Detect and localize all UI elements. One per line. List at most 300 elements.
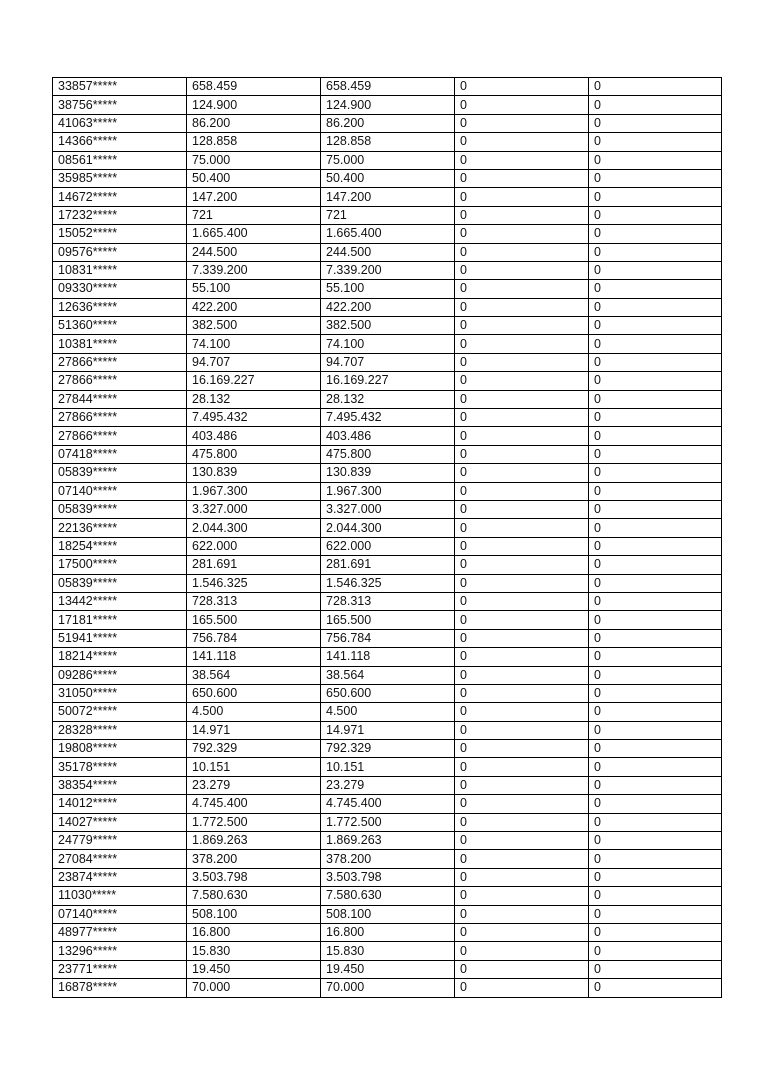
- zero-cell-a: 0: [455, 78, 589, 96]
- value-cell: 756.784: [187, 629, 321, 647]
- table-row: [53, 721, 722, 739]
- value-cell: 1.546.325: [187, 574, 321, 592]
- table-row: [53, 280, 722, 298]
- zero-cell-b: 0: [589, 519, 722, 537]
- zero-cell-a: 0: [455, 261, 589, 279]
- value-cell: 141.118: [187, 648, 321, 666]
- amount-cell: 382.500: [321, 317, 455, 335]
- zero-cell-a: 0: [455, 905, 589, 923]
- id-cell: 19808*****: [53, 740, 187, 758]
- zero-cell-a: 0: [455, 776, 589, 794]
- amount-cell: 19.450: [321, 960, 455, 978]
- zero-cell-a: 0: [455, 353, 589, 371]
- zero-cell-b: 0: [589, 133, 722, 151]
- zero-cell-b: 0: [589, 280, 722, 298]
- zero-cell-b: 0: [589, 78, 722, 96]
- value-cell: 10.151: [187, 758, 321, 776]
- zero-cell-a: 0: [455, 188, 589, 206]
- id-cell: 07418*****: [53, 445, 187, 463]
- id-cell: 10381*****: [53, 335, 187, 353]
- zero-cell-a: 0: [455, 611, 589, 629]
- amount-cell: 7.339.200: [321, 261, 455, 279]
- zero-cell-a: 0: [455, 813, 589, 831]
- table-row: [53, 776, 722, 794]
- amount-cell: 281.691: [321, 556, 455, 574]
- amount-cell: 756.784: [321, 629, 455, 647]
- zero-cell-a: 0: [455, 464, 589, 482]
- amount-cell: 792.329: [321, 740, 455, 758]
- amount-cell: 4.500: [321, 703, 455, 721]
- zero-cell-b: 0: [589, 372, 722, 390]
- zero-cell-a: 0: [455, 666, 589, 684]
- zero-cell-b: 0: [589, 629, 722, 647]
- id-cell: 13442*****: [53, 592, 187, 610]
- zero-cell-b: 0: [589, 445, 722, 463]
- amount-cell: 147.200: [321, 188, 455, 206]
- id-cell: 07140*****: [53, 482, 187, 500]
- table-row: [53, 813, 722, 831]
- amount-cell: 1.546.325: [321, 574, 455, 592]
- value-cell: 165.500: [187, 611, 321, 629]
- table-row: [53, 648, 722, 666]
- id-cell: 05839*****: [53, 464, 187, 482]
- value-cell: 147.200: [187, 188, 321, 206]
- value-cell: 3.503.798: [187, 868, 321, 886]
- value-cell: 792.329: [187, 740, 321, 758]
- table-row: [53, 206, 722, 224]
- id-cell: 09330*****: [53, 280, 187, 298]
- amount-cell: 3.503.798: [321, 868, 455, 886]
- zero-cell-b: 0: [589, 648, 722, 666]
- zero-cell-b: 0: [589, 868, 722, 886]
- zero-cell-a: 0: [455, 151, 589, 169]
- zero-cell-a: 0: [455, 703, 589, 721]
- id-cell: 27866*****: [53, 372, 187, 390]
- zero-cell-b: 0: [589, 261, 722, 279]
- data-table: [52, 77, 722, 998]
- table-row: [53, 96, 722, 114]
- table-row: [53, 758, 722, 776]
- table-row: [53, 114, 722, 132]
- table-row: [53, 482, 722, 500]
- amount-cell: 16.800: [321, 923, 455, 941]
- zero-cell-a: 0: [455, 942, 589, 960]
- table-row: [53, 666, 722, 684]
- zero-cell-b: 0: [589, 225, 722, 243]
- id-cell: 18254*****: [53, 537, 187, 555]
- value-cell: 382.500: [187, 317, 321, 335]
- id-cell: 35178*****: [53, 758, 187, 776]
- value-cell: 75.000: [187, 151, 321, 169]
- table-row: [53, 188, 722, 206]
- zero-cell-a: 0: [455, 372, 589, 390]
- id-cell: 12636*****: [53, 298, 187, 316]
- zero-cell-a: 0: [455, 390, 589, 408]
- value-cell: 281.691: [187, 556, 321, 574]
- id-cell: 23771*****: [53, 960, 187, 978]
- amount-cell: 74.100: [321, 335, 455, 353]
- table-row: [53, 592, 722, 610]
- zero-cell-b: 0: [589, 592, 722, 610]
- zero-cell-b: 0: [589, 390, 722, 408]
- zero-cell-b: 0: [589, 721, 722, 739]
- zero-cell-b: 0: [589, 832, 722, 850]
- table-row: [53, 133, 722, 151]
- amount-cell: 94.707: [321, 353, 455, 371]
- value-cell: 475.800: [187, 445, 321, 463]
- zero-cell-b: 0: [589, 353, 722, 371]
- zero-cell-a: 0: [455, 868, 589, 886]
- amount-cell: 130.839: [321, 464, 455, 482]
- value-cell: 7.495.432: [187, 409, 321, 427]
- zero-cell-b: 0: [589, 243, 722, 261]
- table-row: [53, 832, 722, 850]
- zero-cell-a: 0: [455, 684, 589, 702]
- id-cell: 38756*****: [53, 96, 187, 114]
- id-cell: 24779*****: [53, 832, 187, 850]
- amount-cell: 658.459: [321, 78, 455, 96]
- zero-cell-a: 0: [455, 795, 589, 813]
- zero-cell-a: 0: [455, 133, 589, 151]
- id-cell: 11030*****: [53, 887, 187, 905]
- zero-cell-a: 0: [455, 114, 589, 132]
- amount-cell: 475.800: [321, 445, 455, 463]
- table-row: [53, 979, 722, 997]
- amount-cell: 28.132: [321, 390, 455, 408]
- amount-cell: 75.000: [321, 151, 455, 169]
- zero-cell-a: 0: [455, 556, 589, 574]
- amount-cell: 3.327.000: [321, 500, 455, 518]
- zero-cell-b: 0: [589, 151, 722, 169]
- id-cell: 31050*****: [53, 684, 187, 702]
- value-cell: 1.772.500: [187, 813, 321, 831]
- table-row: [53, 243, 722, 261]
- value-cell: 4.500: [187, 703, 321, 721]
- amount-cell: 128.858: [321, 133, 455, 151]
- id-cell: 35985*****: [53, 169, 187, 187]
- id-cell: 38354*****: [53, 776, 187, 794]
- zero-cell-b: 0: [589, 923, 722, 941]
- value-cell: 128.858: [187, 133, 321, 151]
- zero-cell-a: 0: [455, 887, 589, 905]
- value-cell: 86.200: [187, 114, 321, 132]
- table-row: [53, 298, 722, 316]
- id-cell: 33857*****: [53, 78, 187, 96]
- id-cell: 05839*****: [53, 574, 187, 592]
- table-row: [53, 78, 722, 96]
- zero-cell-a: 0: [455, 445, 589, 463]
- table-row: [53, 850, 722, 868]
- value-cell: 422.200: [187, 298, 321, 316]
- amount-cell: 508.100: [321, 905, 455, 923]
- id-cell: 18214*****: [53, 648, 187, 666]
- id-cell: 50072*****: [53, 703, 187, 721]
- zero-cell-b: 0: [589, 776, 722, 794]
- amount-cell: 728.313: [321, 592, 455, 610]
- table-row: [53, 574, 722, 592]
- zero-cell-b: 0: [589, 96, 722, 114]
- value-cell: 50.400: [187, 169, 321, 187]
- amount-cell: 55.100: [321, 280, 455, 298]
- id-cell: 17181*****: [53, 611, 187, 629]
- zero-cell-a: 0: [455, 832, 589, 850]
- zero-cell-a: 0: [455, 740, 589, 758]
- value-cell: 130.839: [187, 464, 321, 482]
- zero-cell-b: 0: [589, 427, 722, 445]
- zero-cell-b: 0: [589, 813, 722, 831]
- amount-cell: 10.151: [321, 758, 455, 776]
- id-cell: 13296*****: [53, 942, 187, 960]
- zero-cell-b: 0: [589, 574, 722, 592]
- table-row: [53, 703, 722, 721]
- value-cell: 2.044.300: [187, 519, 321, 537]
- id-cell: 51360*****: [53, 317, 187, 335]
- value-cell: 3.327.000: [187, 500, 321, 518]
- table-body: [53, 78, 722, 998]
- value-cell: 23.279: [187, 776, 321, 794]
- value-cell: 403.486: [187, 427, 321, 445]
- value-cell: 4.745.400: [187, 795, 321, 813]
- zero-cell-b: 0: [589, 611, 722, 629]
- table-row: [53, 556, 722, 574]
- zero-cell-b: 0: [589, 740, 722, 758]
- value-cell: 55.100: [187, 280, 321, 298]
- table-row: [53, 868, 722, 886]
- id-cell: 10831*****: [53, 261, 187, 279]
- id-cell: 14366*****: [53, 133, 187, 151]
- table-row: [53, 390, 722, 408]
- amount-cell: 378.200: [321, 850, 455, 868]
- zero-cell-b: 0: [589, 758, 722, 776]
- zero-cell-b: 0: [589, 887, 722, 905]
- zero-cell-a: 0: [455, 592, 589, 610]
- value-cell: 7.580.630: [187, 887, 321, 905]
- id-cell: 22136*****: [53, 519, 187, 537]
- id-cell: 48977*****: [53, 923, 187, 941]
- amount-cell: 70.000: [321, 979, 455, 997]
- table-row: [53, 353, 722, 371]
- id-cell: 28328*****: [53, 721, 187, 739]
- value-cell: 16.169.227: [187, 372, 321, 390]
- zero-cell-b: 0: [589, 317, 722, 335]
- amount-cell: 141.118: [321, 648, 455, 666]
- amount-cell: 50.400: [321, 169, 455, 187]
- id-cell: 27866*****: [53, 353, 187, 371]
- zero-cell-a: 0: [455, 169, 589, 187]
- value-cell: 15.830: [187, 942, 321, 960]
- table-row: [53, 537, 722, 555]
- zero-cell-a: 0: [455, 850, 589, 868]
- amount-cell: 244.500: [321, 243, 455, 261]
- zero-cell-b: 0: [589, 188, 722, 206]
- table-row: [53, 464, 722, 482]
- id-cell: 51941*****: [53, 629, 187, 647]
- zero-cell-a: 0: [455, 96, 589, 114]
- value-cell: 19.450: [187, 960, 321, 978]
- amount-cell: 650.600: [321, 684, 455, 702]
- table-row: [53, 409, 722, 427]
- value-cell: 38.564: [187, 666, 321, 684]
- zero-cell-a: 0: [455, 298, 589, 316]
- zero-cell-a: 0: [455, 280, 589, 298]
- amount-cell: 622.000: [321, 537, 455, 555]
- value-cell: 124.900: [187, 96, 321, 114]
- id-cell: 08561*****: [53, 151, 187, 169]
- zero-cell-a: 0: [455, 409, 589, 427]
- zero-cell-b: 0: [589, 556, 722, 574]
- amount-cell: 1.772.500: [321, 813, 455, 831]
- zero-cell-b: 0: [589, 537, 722, 555]
- value-cell: 650.600: [187, 684, 321, 702]
- zero-cell-a: 0: [455, 648, 589, 666]
- amount-cell: 721: [321, 206, 455, 224]
- zero-cell-a: 0: [455, 721, 589, 739]
- zero-cell-a: 0: [455, 335, 589, 353]
- id-cell: 09576*****: [53, 243, 187, 261]
- table-row: [53, 151, 722, 169]
- zero-cell-a: 0: [455, 500, 589, 518]
- table-row: [53, 611, 722, 629]
- id-cell: 27844*****: [53, 390, 187, 408]
- id-cell: 15052*****: [53, 225, 187, 243]
- amount-cell: 124.900: [321, 96, 455, 114]
- zero-cell-b: 0: [589, 298, 722, 316]
- value-cell: 378.200: [187, 850, 321, 868]
- value-cell: 94.707: [187, 353, 321, 371]
- table-row: [53, 225, 722, 243]
- amount-cell: 4.745.400: [321, 795, 455, 813]
- zero-cell-b: 0: [589, 905, 722, 923]
- table-row: [53, 942, 722, 960]
- zero-cell-a: 0: [455, 960, 589, 978]
- table-row: [53, 684, 722, 702]
- zero-cell-b: 0: [589, 795, 722, 813]
- table-row: [53, 261, 722, 279]
- value-cell: 14.971: [187, 721, 321, 739]
- table-row: [53, 427, 722, 445]
- zero-cell-b: 0: [589, 114, 722, 132]
- zero-cell-b: 0: [589, 335, 722, 353]
- value-cell: 508.100: [187, 905, 321, 923]
- table-row: [53, 335, 722, 353]
- amount-cell: 7.495.432: [321, 409, 455, 427]
- value-cell: 244.500: [187, 243, 321, 261]
- id-cell: 17232*****: [53, 206, 187, 224]
- amount-cell: 422.200: [321, 298, 455, 316]
- zero-cell-b: 0: [589, 464, 722, 482]
- id-cell: 27084*****: [53, 850, 187, 868]
- zero-cell-b: 0: [589, 960, 722, 978]
- id-cell: 07140*****: [53, 905, 187, 923]
- zero-cell-a: 0: [455, 482, 589, 500]
- zero-cell-a: 0: [455, 225, 589, 243]
- zero-cell-b: 0: [589, 169, 722, 187]
- zero-cell-a: 0: [455, 243, 589, 261]
- table-row: [53, 887, 722, 905]
- amount-cell: 1.967.300: [321, 482, 455, 500]
- value-cell: 70.000: [187, 979, 321, 997]
- id-cell: 05839*****: [53, 500, 187, 518]
- zero-cell-a: 0: [455, 519, 589, 537]
- amount-cell: 23.279: [321, 776, 455, 794]
- zero-cell-a: 0: [455, 629, 589, 647]
- value-cell: 7.339.200: [187, 261, 321, 279]
- id-cell: 14012*****: [53, 795, 187, 813]
- table-row: [53, 500, 722, 518]
- zero-cell-a: 0: [455, 206, 589, 224]
- table-row: [53, 317, 722, 335]
- zero-cell-b: 0: [589, 482, 722, 500]
- amount-cell: 403.486: [321, 427, 455, 445]
- zero-cell-b: 0: [589, 942, 722, 960]
- value-cell: 1.665.400: [187, 225, 321, 243]
- amount-cell: 1.665.400: [321, 225, 455, 243]
- zero-cell-a: 0: [455, 758, 589, 776]
- table-row: [53, 923, 722, 941]
- id-cell: 14672*****: [53, 188, 187, 206]
- zero-cell-b: 0: [589, 703, 722, 721]
- value-cell: 16.800: [187, 923, 321, 941]
- value-cell: 28.132: [187, 390, 321, 408]
- id-cell: 16878*****: [53, 979, 187, 997]
- amount-cell: 14.971: [321, 721, 455, 739]
- table-row: [53, 795, 722, 813]
- table-row: [53, 372, 722, 390]
- amount-cell: 38.564: [321, 666, 455, 684]
- amount-cell: 1.869.263: [321, 832, 455, 850]
- table-row: [53, 519, 722, 537]
- amount-cell: 86.200: [321, 114, 455, 132]
- id-cell: 23874*****: [53, 868, 187, 886]
- table-row: [53, 445, 722, 463]
- amount-cell: 165.500: [321, 611, 455, 629]
- zero-cell-b: 0: [589, 850, 722, 868]
- zero-cell-b: 0: [589, 206, 722, 224]
- value-cell: 1.869.263: [187, 832, 321, 850]
- zero-cell-a: 0: [455, 923, 589, 941]
- value-cell: 658.459: [187, 78, 321, 96]
- value-cell: 622.000: [187, 537, 321, 555]
- id-cell: 41063*****: [53, 114, 187, 132]
- zero-cell-b: 0: [589, 409, 722, 427]
- zero-cell-a: 0: [455, 979, 589, 997]
- id-cell: 27866*****: [53, 427, 187, 445]
- value-cell: 728.313: [187, 592, 321, 610]
- table-row: [53, 740, 722, 758]
- id-cell: 17500*****: [53, 556, 187, 574]
- zero-cell-b: 0: [589, 684, 722, 702]
- value-cell: 1.967.300: [187, 482, 321, 500]
- amount-cell: 7.580.630: [321, 887, 455, 905]
- zero-cell-b: 0: [589, 666, 722, 684]
- amount-cell: 15.830: [321, 942, 455, 960]
- value-cell: 74.100: [187, 335, 321, 353]
- id-cell: 14027*****: [53, 813, 187, 831]
- table-row: [53, 629, 722, 647]
- table-row: [53, 960, 722, 978]
- table-row: [53, 905, 722, 923]
- table-row: [53, 169, 722, 187]
- value-cell: 721: [187, 206, 321, 224]
- zero-cell-b: 0: [589, 500, 722, 518]
- zero-cell-a: 0: [455, 427, 589, 445]
- zero-cell-a: 0: [455, 574, 589, 592]
- zero-cell-a: 0: [455, 317, 589, 335]
- amount-cell: 2.044.300: [321, 519, 455, 537]
- amount-cell: 16.169.227: [321, 372, 455, 390]
- id-cell: 27866*****: [53, 409, 187, 427]
- zero-cell-a: 0: [455, 537, 589, 555]
